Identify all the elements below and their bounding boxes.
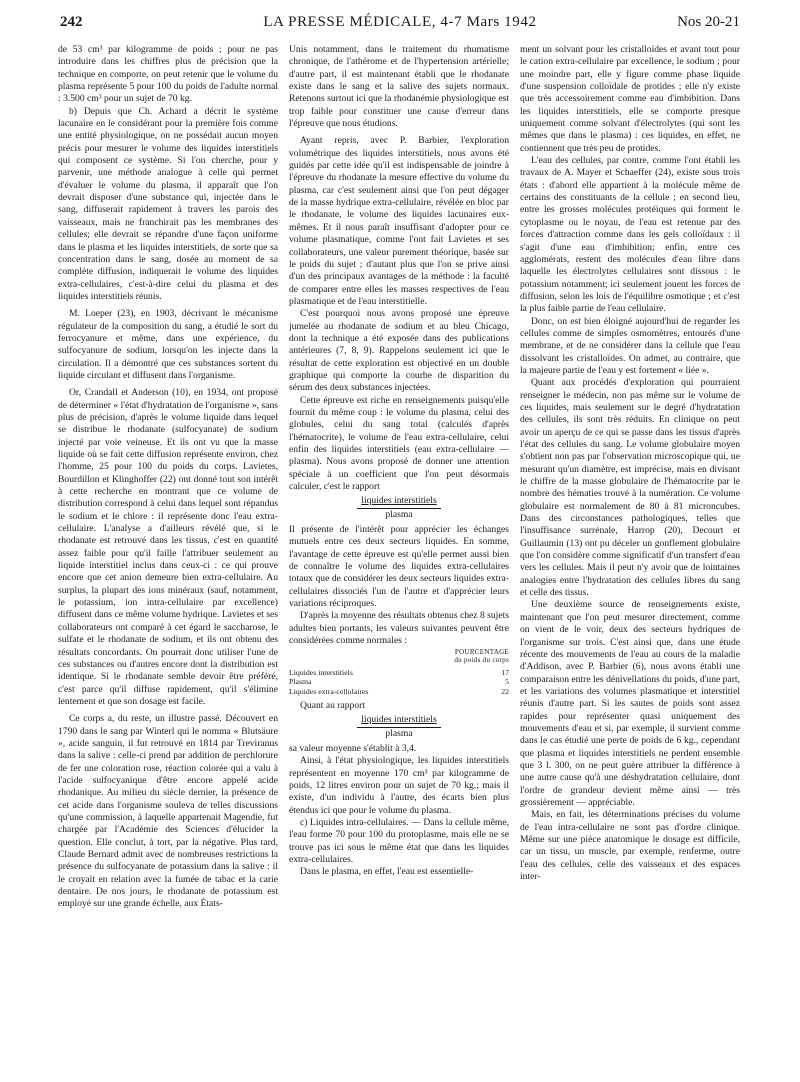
- article-columns: [58, 44, 748, 1074]
- paragraph: Mais, en fait, les déterminations précises du volume de l'eau intra-cellulaire ne sont pas d'ordre clinique. Même sur une pièce anatomique le dosage est difficile, car un tissu, un muscle, par exemple, renferme, outre l'eau des cellules, celle des vaisseaux et des espaces inter-: [520, 809, 740, 883]
- ratio-fraction: [289, 495, 509, 521]
- row-value: 5: [505, 677, 509, 686]
- page-header: [60, 14, 740, 34]
- paragraph: Ce corps a, du reste, un illustre passé. Découvert en 1790 dans le sang par Winterl qui le nomma « Blutsäure », acide sanguin, il fut retrouvé en 1814 par Treviranus dans la salive : celle-ci prend par addition de perchlorure de fer une coloration rose, réaction colorée qui a valu à l'acide sulfocyanique d'être encore appelé acide rhodanique. Au milieu du siècle dernier, la présence de cet acide dans l'organisme souleva de telles discussions qu'une commission, à laquelle appartenait Magendie, fut chargée par l'Académie des Sciences d'élucider la question. Elle conclut, à tort, par la négative. Plus tard, Claude Bernard admit avec de nombreuses restrictions la présence du sulfocyanate de potassium dans la salive : il le croyait en relation avec la fumée de tabac et la carie dentaire. De nos jours, le rhodanate de potassium est employé sur une grande échelle, aux États-: [58, 713, 278, 910]
- issue-number: Nos 20-21: [677, 14, 740, 30]
- row-label: Plasma: [289, 677, 312, 686]
- paragraph: Dans le plasma, en effet, l'eau est essentielle-: [300, 866, 474, 878]
- fraction-numerator: liquides interstitiels: [357, 714, 440, 727]
- paragraph: Une deuxième source de renseignements existe, maintenant que l'on peut mesurer directement, comme on vient de le voir, deux des secteurs hydriques de l'organisme sur trois. C'est ainsi que, dans une étude récente des mouvements de l'eau au cours de la maladie d'Addison, avec P. Barbier (6), nous avons établi une comparaison entre les dénivellations du poids, d'une part, et les variations des volumes plasmatique et interstitiel réunis d'autre part. Si les sautes de poids sont assez rapides pour représenter quasi uniquement des mouvements d'eau et si, par exemple, il survient comme dans le cas étudié une perte de poids de 6 kg., cependant que plasma et liquides interstitiels ne perdent ensemble que 3 l. 300, on ne peut guère attribuer la différence à une autre cause qu'à une déshydratation cellulaire, dont l'ordre de grandeur devient même ainsi — très grossièrement — appréciable.: [520, 599, 740, 808]
- paragraph: ment un solvant pour les cristalloïdes et avant tout pour le cation extra-cellulaire par excellence, le sodium ; pour une moindre part, elle y figure comme phase liquide d'une suspension colloïdale de protides ; elle n'y existe que très accessoirement comme eau d'imbibition. Dans les liquides interstitiels, elle se comporte presque uniquement comme solvant d'électrolytes (qui sont les mêmes que dans le plasma) : ces liquides, en effet, ne contiennent que très peu de protides.: [520, 44, 740, 154]
- row-label: Liquides interstitiels: [289, 667, 353, 677]
- paragraph: b) Depuis que Ch. Achard a décrit le système lacunaire en le considérant pour la première fois comme une entité physiologique, on ne possédait aucun moyen précis pour mesurer le volume des liquides interstitiels qui composent ce système. Si l'on cherche, pour y parvenir, une méthode analogue à celle qui permet d'évaluer le volume du plasma, il apparaît que l'on devrait disposer d'une substance qui, injectée dans le sang, diffuserait rapidement à travers les parois des vaisseaux, mais ne franchirait pas les membranes des cellules; elle devrait se répandre d'une façon uniforme dans le plasma et les liquides interstitiels, de sorte que sa concentration dans le sang, dosée au moment de sa complète diffusion, indiquerait le volume des liquides extra-cellulaires, c'est-à-dire celui du plasma et des liquides interstitiels réunis.: [58, 105, 278, 302]
- paragraph: c) Liquides intra-cellulaires. — Dans la cellule même, l'eau forme 70 pour 100 du protoplasme, mais elle ne se trouve pas ici sous le même état que dans les liquides extra-cellulaires.: [289, 817, 509, 866]
- table-header: [289, 648, 509, 665]
- ratio-fraction: [289, 714, 509, 740]
- paragraph: Donc, on est bien éloigné aujourd'hui de regarder les cellules comme de simples osmomètres, entourés d'une membrane, et de ne considérer dans la cellule que l'eau dissolvant les cristalloïdes. On admet, au contraire, que la majeure partie de l'eau y est fortement « liée ».: [520, 315, 740, 376]
- table-header-line: du poids du corps: [454, 656, 509, 664]
- column-right: [520, 44, 740, 1074]
- paragraph: Or, Crandall et Anderson (10), en 1934, ont proposé de déterminer « l'état d'hydratation de l'organisme », sans plus de précision, d'après le volume liquide dans lequel se distribue le rhodanate (sulfocyanate) de sodium injecté par voie veineuse. Et ils ont vu que la masse liquide où se fait cette diffusion représente environ, chez l'homme, 25 pour 100 du poids du corps. Lavietes, Bourdillon et Klinghoffer (22) ont donné tout son intérêt à cette recherche en montrant que ce volume de distribution correspond à celui dans lequel sont répandus le sodium et le chlore : il représente donc l'eau extra-cellulaire. L'analyse a d'ailleurs révélé que, si le rhodanate est retrouvé dans les tissus, c'est en quantité assez faible pour qu'il faille l'attribuer seulement au liquide interstitiel inclus dans ceux-ci : ce qui prouve encore que cet anion demeure bien extra-cellulaire. Au surplus, la plupart des ions minéraux (sauf, notamment, le potassium, ion intra-cellulaire par excellence) diffusent dans ce même volume hydrique. Lavietes et ses collaborateurs ont comparé à cet égard le saccharose, le sulfate et le rhodanate de sodium, et ils ont obtenu des résultats concordants. On pourrait donc utiliser l'une de ces substances ou d'autres encore dont la distribution est identique. Si le rhodanate semble devoir être préféré, c'est parce qu'il diffuse rapidement, qu'il s'élimine lentement et que son dosage est facile.: [58, 387, 278, 707]
- paragraph: sa valeur moyenne s'établit à 3,4.: [289, 743, 417, 755]
- row-value: 22: [501, 686, 509, 696]
- fraction-denominator: plasma: [385, 727, 413, 739]
- column-left: [58, 44, 278, 1074]
- column-middle: [289, 44, 509, 1074]
- journal-title: LA PRESSE MÉDICALE, 4-7 Mars 1942: [263, 14, 537, 30]
- paragraph: L'eau des cellules, par contre, comme l'ont établi les travaux de A. Mayer et Schaeffer (24), existe sous trois états : d'abord elle appartient à la molécule même de certains des constituants de la cellule ; en second lieu, entre les grosses molécules protéiques qui forment le cytoplasme ou le noyau, de l'eau est retenue par des forces d'attraction comme dans les gels colloïdaux : il s'agit d'une eau d'imbibition; enfin, entre ces agglomérats, restent des molécules d'eau libre dans laquelle les électrolytes cellulaires sont dissous : le potassium notamment; ici seulement jouent les forces de diffusion, selon les lois de l'équilibre osmotique ; et c'est la plus faible partie de l'eau cellulaire.: [520, 155, 740, 315]
- paragraph: Cette épreuve est riche en renseignements puisqu'elle fournit du même coup : le volume du plasma, celui des globules, celui du sang total (calculés d'après l'hématocrite), le volume de l'eau extra-cellulaire, celui enfin des liquides interstitiels (eau extra-cellulaire — plasma). Nous avons proposé de donner une attention spéciale à un coefficient que l'on peut désormais calculer, c'est le rapport: [289, 394, 509, 493]
- fraction-numerator: liquides interstitiels: [357, 495, 440, 508]
- paragraph: Ainsi, à l'état physiologique, les liquides interstitiels représentent en moyenne 170 cm³ par kilogramme de poids, 12 litres environ pour un sujet de 70 kg.; mais il existe, d'un individu à l'autre, des écarts bien plus étendus ici que pour le volume du plasma.: [289, 755, 509, 816]
- paragraph: C'est pourquoi nous avons proposé une épreuve jumelée au rhodanate de sodium et au bleu Chicago, dont la technique a été exposée dans des publications antérieures (7, 8, 9). Rappelons seulement ici que le résultat de cette exploration est objectivé en un double graphique qui comporte la courbe de disparition du sérum des deux substances injectées.: [289, 308, 509, 394]
- paragraph: D'après la moyenne des résultats obtenus chez 8 sujets adultes bien portants, les valeurs suivantes peuvent être considérées comme normales :: [289, 610, 509, 647]
- row-value: 17: [501, 667, 509, 677]
- paragraph: M. Loeper (23), en 1903, décrivant le mécanisme régulateur de la composition du sang, a étudié le sort du ferrocyanure et même, dans une expérience, du sulfocyanure de sodium, lorsqu'on les injecte dans la circulation. Il a démontré que ces substances sortent du liquide circulant et diffusent dans l'organisme.: [58, 308, 278, 381]
- paragraph: Unis notamment, dans le traitement du rhumatisme chronique, de l'athérome et de l'hypertension artérielle; d'autre part, il est maintenant établi que le rhodanate existe dans le sang et la salive des sujets normaux. Retenons surtout ici que la rhodanémie physiologique est trop faible pour constituer une cause d'erreur dans l'épreuve que nous étudions.: [289, 44, 509, 130]
- paragraph: de 53 cm³ par kilogramme de poids ; pour ne pas introduire dans les chiffres plus de précision que la technique en comporte, on peut retenir que le volume du plasma représente 5 pour 100 du poids de l'adulte normal : 3.500 cm³ pour un sujet de 70 kg.: [58, 44, 278, 105]
- paragraph: Ayant repris, avec P. Barbier, l'exploration volumétrique des liquides interstitiels, nous avons été guidés par cette idée qu'il est indispensable de joindre à l'épreuve du rhodanate la mesure effective du volume du plasma, car c'est seulement ainsi que l'on peut dégager de la masse hydrique extra-cellulaire, révélée en bloc par le rhodanate, le volume des liquides lacunaires eux-mêmes. Et il nous paraît insuffisant d'adopter pour ce volume plasmatique, comme l'ont fait Lavietes et ses collaborateurs, une valeur purement théorique, basée sur le poids du sujet ; d'autant plus que l'on se prive ainsi d'un des principaux avantages de la méthode : la faculté de comparer entre elles les masses respectives de l'eau plasmatique et de l'eau interstitielle.: [289, 135, 509, 307]
- table-header-line: POURCENTAGE: [454, 647, 509, 656]
- row-label: Liquides extra-cellulaires: [289, 686, 369, 696]
- table-row: [289, 677, 509, 687]
- table-row: [289, 668, 509, 678]
- table-row: [289, 687, 509, 697]
- fraction-denominator: plasma: [385, 508, 413, 520]
- paragraph: Quant aux procédés d'exploration qui pourraient renseigner le médecin, non pas même sur le volume de ces liquides, mais seulement sur le degré d'hydratation des cellules, ils sont très réduits. En clinique on peut avoir un aperçu de ce qui se passe dans les tissus d'après l'état des cellules du sang. Le volume globulaire moyen s'obtient non pas par l'observation microscopique qui, ne mesurant qu'un diamètre, est imprécise, mais en divisant le chiffre de la masse globulaire de l'hématocrite par le nombre des hématies trouvé à la numération. Ce volume globulaire est normalement de 80 à 81 microncubes. Dans des circonstances pathologiques, telles que l'insuffisance surrénale, Harrop (20), Decourt et Guillaumin (13) ont pu déceler un gonflement globulaire que l'on considère comme significatif d'un transfert d'eau vers les cellules. Mais il peut n'y avoir que de lointaines analogies entre l'hydratation des cellules libres du sang et celle des tissus.: [520, 377, 740, 599]
- paragraph: Il présente de l'intérêt pour apprécier les échanges mutuels entre ces deux secteurs liquides. En somme, l'avantage de cette épreuve est qu'elle permet aussi bien de connaître le volume des liquides extra-cellulaires totaux que de considérer les deux secteurs liquides extra-cellulaires dissociés l'un de l'autre et d'apprécier leurs variations réciproques.: [289, 524, 509, 610]
- paragraph: Quant au rapport: [300, 700, 366, 711]
- page-number: 242: [60, 14, 83, 30]
- normal-values-table: [289, 668, 509, 697]
